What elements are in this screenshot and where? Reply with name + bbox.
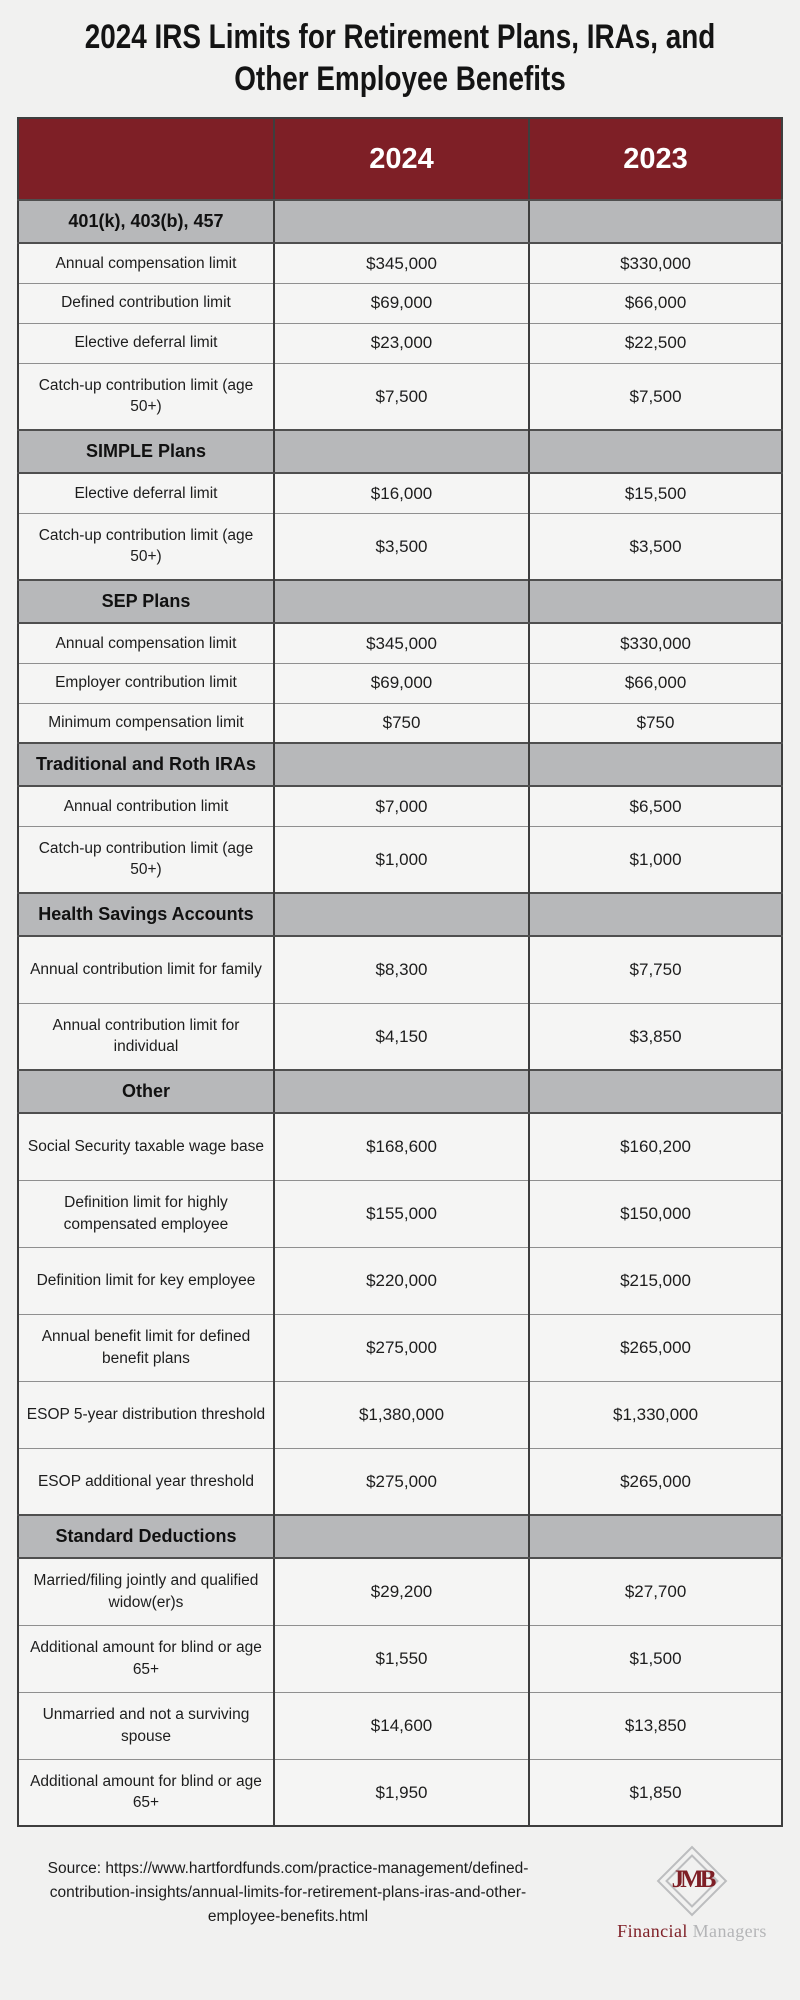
section-header-row <box>18 743 782 786</box>
section-title: Health Savings Accounts <box>18 893 274 936</box>
jmb-monogram: JMB <box>671 1865 713 1893</box>
source-text: Source: https://www.hartfordfunds.com/practice-management/defined-contribution-insights/annual-limits-for-retirement-plans-iras-and-other-employee-benefits.html <box>47 1860 529 1925</box>
section-empty-cell <box>274 1515 529 1558</box>
value-2023: $750 <box>529 703 782 743</box>
value-2024: $275,000 <box>274 1448 529 1515</box>
table-row <box>18 1381 782 1448</box>
page-title <box>0 0 800 100</box>
row-label: Annual compensation limit <box>18 623 274 663</box>
value-2023: $15,500 <box>529 473 782 513</box>
table-row <box>18 1314 782 1381</box>
value-2023: $6,500 <box>529 786 782 826</box>
brand-name-managers: Managers <box>692 1921 767 1941</box>
value-2024: $1,950 <box>274 1759 529 1826</box>
table-row <box>18 473 782 513</box>
value-2024: $29,200 <box>274 1558 529 1625</box>
value-2024: $8,300 <box>274 936 529 1003</box>
value-2023: $330,000 <box>529 243 782 283</box>
table-row <box>18 1625 782 1692</box>
value-2023: $7,500 <box>529 363 782 430</box>
table-row <box>18 703 782 743</box>
table-row <box>18 243 782 283</box>
row-label: Elective deferral limit <box>18 473 274 513</box>
table-row <box>18 1558 782 1625</box>
row-label: ESOP 5-year distribution threshold <box>18 1381 274 1448</box>
section-empty-cell <box>529 580 782 623</box>
value-2024: $168,600 <box>274 1113 529 1180</box>
value-2023: $160,200 <box>529 1113 782 1180</box>
value-2023: $265,000 <box>529 1448 782 1515</box>
table-row <box>18 1113 782 1180</box>
value-2024: $14,600 <box>274 1692 529 1759</box>
value-2023: $1,500 <box>529 1625 782 1692</box>
table-row <box>18 323 782 363</box>
section-header-row <box>18 1515 782 1558</box>
row-label: Annual contribution limit <box>18 786 274 826</box>
table-row <box>18 1448 782 1515</box>
section-header-row <box>18 430 782 473</box>
table-row <box>18 513 782 580</box>
row-label: Definition limit for highly compensated employee <box>18 1180 274 1247</box>
row-label: Annual benefit limit for defined benefit plans <box>18 1314 274 1381</box>
table-row <box>18 623 782 663</box>
section-header-row <box>18 200 782 243</box>
section-header-row <box>18 1070 782 1113</box>
value-2023: $215,000 <box>529 1247 782 1314</box>
table-header-row <box>18 118 782 200</box>
value-2023: $66,000 <box>529 663 782 703</box>
table-row <box>18 1759 782 1826</box>
value-2023: $22,500 <box>529 323 782 363</box>
value-2024: $275,000 <box>274 1314 529 1381</box>
value-2024: $750 <box>274 703 529 743</box>
value-2023: $13,850 <box>529 1692 782 1759</box>
page-title-line-2: Other Employee Benefits <box>234 60 566 98</box>
section-empty-cell <box>529 1070 782 1113</box>
page-title-line-1: 2024 IRS Limits for Retirement Plans, IRAs, and <box>84 18 716 56</box>
column-header-2024: 2024 <box>274 118 529 200</box>
value-2024: $16,000 <box>274 473 529 513</box>
row-label: Annual compensation limit <box>18 243 274 283</box>
table-row <box>18 786 782 826</box>
value-2024: $345,000 <box>274 243 529 283</box>
row-label: Additional amount for blind or age 65+ <box>18 1759 274 1826</box>
row-label: Unmarried and not a surviving spouse <box>18 1692 274 1759</box>
section-header-row <box>18 580 782 623</box>
value-2024: $69,000 <box>274 283 529 323</box>
value-2024: $7,500 <box>274 363 529 430</box>
value-2024: $1,550 <box>274 1625 529 1692</box>
row-label: Employer contribution limit <box>18 663 274 703</box>
row-label: Social Security taxable wage base <box>18 1113 274 1180</box>
value-2023: $1,000 <box>529 826 782 893</box>
section-empty-cell <box>529 430 782 473</box>
row-label: Annual contribution limit for individual <box>18 1003 274 1070</box>
table-row <box>18 663 782 703</box>
section-title: Standard Deductions <box>18 1515 274 1558</box>
section-empty-cell <box>274 580 529 623</box>
table-row <box>18 1692 782 1759</box>
section-empty-cell <box>274 200 529 243</box>
table-row <box>18 283 782 323</box>
row-label: Definition limit for key employee <box>18 1247 274 1314</box>
row-label: Catch-up contribution limit (age 50+) <box>18 513 274 580</box>
value-2023: $265,000 <box>529 1314 782 1381</box>
value-2024: $23,000 <box>274 323 529 363</box>
table-row <box>18 936 782 1003</box>
value-2024: $69,000 <box>274 663 529 703</box>
table-row <box>18 826 782 893</box>
row-label: Elective deferral limit <box>18 323 274 363</box>
row-label: Additional amount for blind or age 65+ <box>18 1625 274 1692</box>
section-empty-cell <box>529 893 782 936</box>
section-title: 401(k), 403(b), 457 <box>18 200 274 243</box>
value-2024: $3,500 <box>274 513 529 580</box>
logo-diamond <box>612 1841 772 1917</box>
row-label: Defined contribution limit <box>18 283 274 323</box>
section-title: Other <box>18 1070 274 1113</box>
table-body <box>18 200 782 1826</box>
company-logo <box>612 1841 772 1942</box>
value-2023: $7,750 <box>529 936 782 1003</box>
brand-name <box>612 1921 772 1942</box>
value-2023: $66,000 <box>529 283 782 323</box>
value-2023: $1,850 <box>529 1759 782 1826</box>
table-row <box>18 1247 782 1314</box>
value-2024: $345,000 <box>274 623 529 663</box>
row-label: Annual contribution limit for family <box>18 936 274 1003</box>
row-label: ESOP additional year threshold <box>18 1448 274 1515</box>
value-2024: $220,000 <box>274 1247 529 1314</box>
value-2024: $4,150 <box>274 1003 529 1070</box>
value-2023: $1,330,000 <box>529 1381 782 1448</box>
section-empty-cell <box>274 430 529 473</box>
section-empty-cell <box>529 743 782 786</box>
section-title: Traditional and Roth IRAs <box>18 743 274 786</box>
value-2023: $150,000 <box>529 1180 782 1247</box>
value-2024: $1,380,000 <box>274 1381 529 1448</box>
section-empty-cell <box>274 743 529 786</box>
brand-name-financial: Financial <box>617 1921 688 1941</box>
value-2023: $330,000 <box>529 623 782 663</box>
footer <box>0 1841 800 1942</box>
row-label: Catch-up contribution limit (age 50+) <box>18 826 274 893</box>
value-2024: $1,000 <box>274 826 529 893</box>
value-2023: $27,700 <box>529 1558 782 1625</box>
row-label: Minimum compensation limit <box>18 703 274 743</box>
table-row <box>18 1180 782 1247</box>
value-2023: $3,500 <box>529 513 782 580</box>
irs-limits-table <box>17 117 783 1827</box>
empty-header-cell <box>18 118 274 200</box>
section-empty-cell <box>529 1515 782 1558</box>
column-header-2023: 2023 <box>529 118 782 200</box>
row-label: Catch-up contribution limit (age 50+) <box>18 363 274 430</box>
table-row <box>18 363 782 430</box>
section-empty-cell <box>274 893 529 936</box>
row-label: Married/filing jointly and qualified widow(er)s <box>18 1558 274 1625</box>
section-title: SEP Plans <box>18 580 274 623</box>
section-title: SIMPLE Plans <box>18 430 274 473</box>
value-2023: $3,850 <box>529 1003 782 1070</box>
value-2024: $155,000 <box>274 1180 529 1247</box>
section-empty-cell <box>529 200 782 243</box>
section-header-row <box>18 893 782 936</box>
table-row <box>18 1003 782 1070</box>
value-2024: $7,000 <box>274 786 529 826</box>
section-empty-cell <box>274 1070 529 1113</box>
